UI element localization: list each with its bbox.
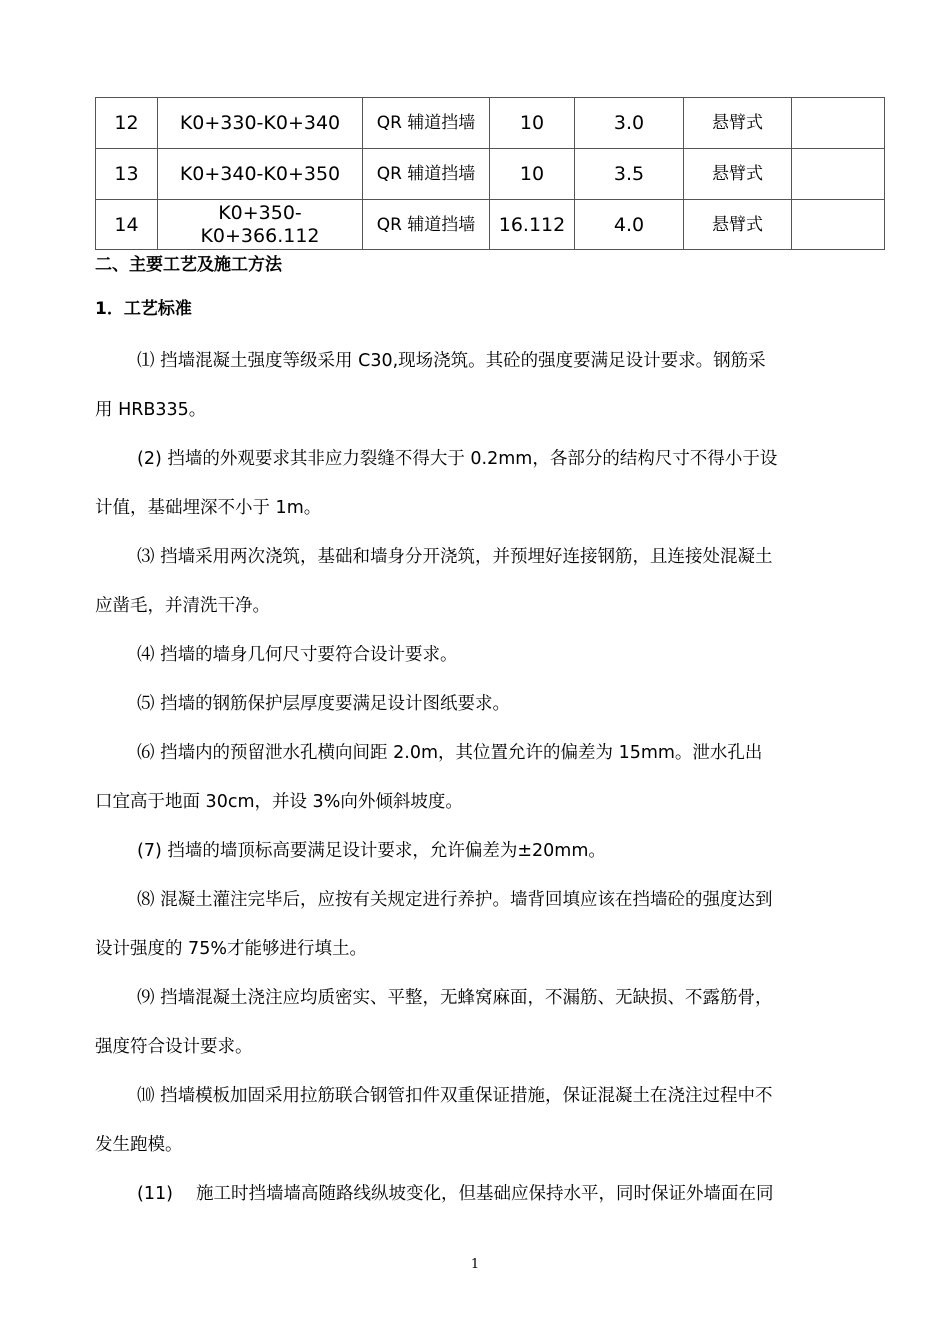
table-cell: K0+340-K0+350 [158,149,363,200]
table-cell: 悬臂式 [684,149,792,200]
table-cell [792,200,885,250]
text-line: 用 HRB335。 [95,400,207,420]
text-line: 口宜高于地面 30cm，并设 3%向外倾斜坡度。 [95,792,463,812]
table-cell: 14 [96,200,158,250]
subsection-heading: 1．工艺标准 [95,299,192,319]
text-line: 强度符合设计要求。 [95,1037,253,1057]
text-line: 计值，基础埋深不小于 1m。 [95,498,322,518]
text-line: (2) 挡墙的外观要求其非应力裂缝不得大于 0.2mm，各部分的结构尺寸不得小于设 [137,449,778,469]
table-cell: 13 [96,149,158,200]
retaining-wall-table [95,97,885,250]
text-line: ⑹ 挡墙内的预留泄水孔横向间距 2.0m，其位置允许的偏差为 15mm。泄水孔出 [137,743,763,763]
table-cell: K0+350- K0+366.112 [158,200,363,250]
standard-item [95,1072,885,1170]
table-cell: 悬臂式 [684,98,792,149]
standard-item [95,533,885,631]
text-line: 发生跑模。 [95,1135,183,1155]
table-cell: 10 [490,98,575,149]
table-row [96,149,885,200]
table-cell: 4.0 [575,200,684,250]
table-cell [792,149,885,200]
standard-item [95,435,885,533]
standard-item [95,680,885,729]
text-line: 应凿毛，并清洗干净。 [95,596,270,616]
table-cell: 16.112 [490,200,575,250]
table-cell: 12 [96,98,158,149]
text-line: 设计强度的 75%才能够进行填土。 [95,939,367,959]
text-line: ⑼ 挡墙混凝土浇注应均质密实、平整，无蜂窝麻面，不漏筋、无缺损、不露筋骨， [137,988,773,1008]
text-line: ⑷ 挡墙的墙身几何尺寸要符合设计要求。 [137,645,458,665]
table-cell: K0+330-K0+340 [158,98,363,149]
standard-item [95,1170,885,1219]
section-heading: 二、主要工艺及施工方法 [95,255,282,275]
text-line: ⑶ 挡墙采用两次浇筑，基础和墙身分开浇筑，并预埋好连接钢筋，且连接处混凝土 [137,547,773,567]
table-cell: 10 [490,149,575,200]
standard-item [95,827,885,876]
table-row [96,200,885,250]
table-cell: QR 辅道挡墙 [363,149,490,200]
standard-item [95,631,885,680]
text-line: (7) 挡墙的墙顶标高要满足设计要求，允许偏差为±20mm。 [137,841,606,861]
table-cell: 3.0 [575,98,684,149]
table-cell: QR 辅道挡墙 [363,98,490,149]
text-line: (11) 施工时挡墙墙高随路线纵坡变化，但基础应保持水平，同时保证外墙面在同 [137,1184,774,1204]
text-line: ⑻ 混凝土灌注完毕后，应按有关规定进行养护。墙背回填应该在挡墙砼的强度达到 [137,890,773,910]
text-line: ⑴ 挡墙混凝土强度等级采用 C30,现场浇筑。其砼的强度要满足设计要求。钢筋采 [137,351,766,371]
standard-item [95,876,885,974]
standard-item [95,337,885,435]
standard-item [95,729,885,827]
page-number: 1 [470,1257,480,1272]
text-line: ⑸ 挡墙的钢筋保护层厚度要满足设计图纸要求。 [137,694,511,714]
table-cell: 3.5 [575,149,684,200]
table-cell: 悬臂式 [684,200,792,250]
table-cell [792,98,885,149]
text-line: ⑽ 挡墙模板加固采用拉筋联合钢管扣件双重保证措施，保证混凝土在浇注过程中不 [137,1086,773,1106]
table-row [96,98,885,149]
table-cell: QR 辅道挡墙 [363,200,490,250]
standard-item [95,974,885,1072]
